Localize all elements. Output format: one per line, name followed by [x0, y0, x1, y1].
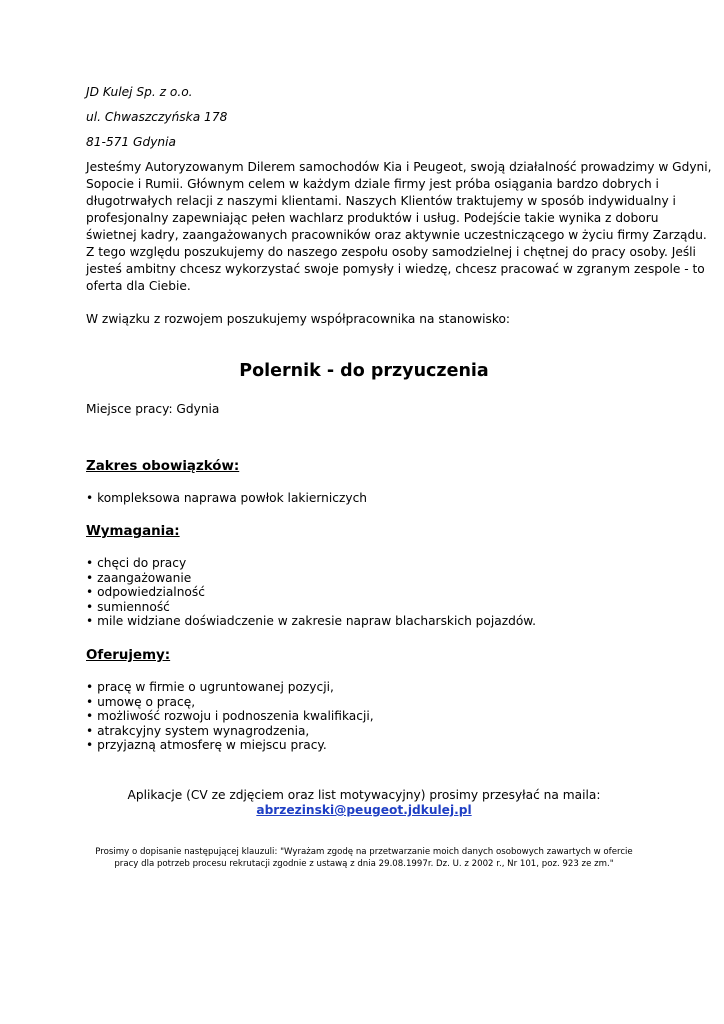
list-item: • przyjazną atmosferę w miejscu pracy. — [86, 738, 642, 753]
company-city: 81-571 Gdynia — [86, 135, 177, 149]
application-email-link[interactable]: abrzezinski@peugeot.jdkulej.pl — [256, 803, 472, 817]
offer-list — [86, 680, 642, 753]
intro-line: Jesteśmy Autoryzowanym Dilerem samochodów Kia i Peugeot, swoją działalność prowadzimy w Gdyni, — [86, 160, 712, 174]
list-item: • atrakcyjny system wynagrodzenia, — [86, 724, 642, 739]
application-info — [86, 788, 642, 818]
list-item: • umowę o pracę, — [86, 695, 642, 710]
requirements-list — [86, 556, 642, 629]
letter-header — [86, 84, 712, 328]
list-item: • odpowiedzialność — [86, 585, 642, 600]
duties-heading: Zakres obowiązków: — [86, 459, 240, 474]
requirements-heading: Wymagania: — [86, 524, 180, 539]
lead-sentence: W związku z rozwojem poszukujemy współpracownika na stanowisko: — [86, 312, 511, 326]
intro-line: oferta dla Ciebie. — [86, 279, 191, 293]
intro-line: Z tego względu poszukujemy do naszego zespołu osoby samodzielnej i chętnej do pracy osoby. Jeśli — [86, 245, 696, 259]
intro-line: Sopocie i Rumii. Głównym celem w każdym dziale firmy jest próba osiągania bardzo dobrych i — [86, 177, 659, 191]
list-item: • zaangażowanie — [86, 571, 642, 586]
intro-line: profesjonalny zapewniając pełen wachlarz produktów i usług. Podejście takie wynika z doboru — [86, 211, 659, 225]
offer-heading: Oferujemy: — [86, 648, 171, 663]
clause-line: pracy dla potrzeb procesu rekrutacji zgodnie z ustawą z dnia 29.08.1997r. Dz. U. z 2002 r., Nr 101, poz. 923 ze zm." — [114, 858, 614, 869]
job-title: Polernik - do przyuczenia — [239, 361, 489, 381]
list-item: • chęci do pracy — [86, 556, 642, 571]
intro-line: długotrwałych relacji z naszymi klientami. Naszych Klientów traktujemy w sposób indywidualny i — [86, 194, 676, 208]
clause-line: Prosimy o dopisanie następującej klauzuli: "Wyrażam zgodę na przetwarzanie moich danych osobowych zawartych w ofercie — [95, 847, 633, 857]
list-item: • mile widziane doświadczenie w zakresie napraw blacharskich pojazdów. — [86, 614, 642, 629]
intro-line: jesteś ambitny chcesz wykorzystać swoje pomysły i wiedzę, chcesz pracować w zgranym zespole - to — [86, 262, 705, 276]
data-consent-clause — [86, 847, 642, 870]
list-item: • kompleksowa naprawa powłok lakierniczych — [86, 491, 642, 506]
list-item: • pracę w firmie o ugruntowanej pozycji, — [86, 680, 642, 695]
list-item: • możliwość rozwoju i podnoszenia kwalifikacji, — [86, 709, 642, 724]
list-item: • sumienność — [86, 600, 642, 615]
company-street: ul. Chwaszczyńska 178 — [86, 110, 228, 124]
intro-line: świetnej kadry, zaangażowanych pracowników oraz aktywnie uczestniczącego w życiu firmy Zarządu. — [86, 228, 707, 242]
company-name: JD Kulej Sp. z o.o. — [86, 85, 193, 99]
intro-paragraph — [86, 159, 712, 295]
work-location: Miejsce pracy: Gdynia — [86, 402, 220, 416]
duties-list — [86, 491, 642, 506]
application-text: Aplikacje (CV ze zdjęciem oraz list motywacyjny) prosimy przesyłać na maila: — [127, 788, 601, 802]
